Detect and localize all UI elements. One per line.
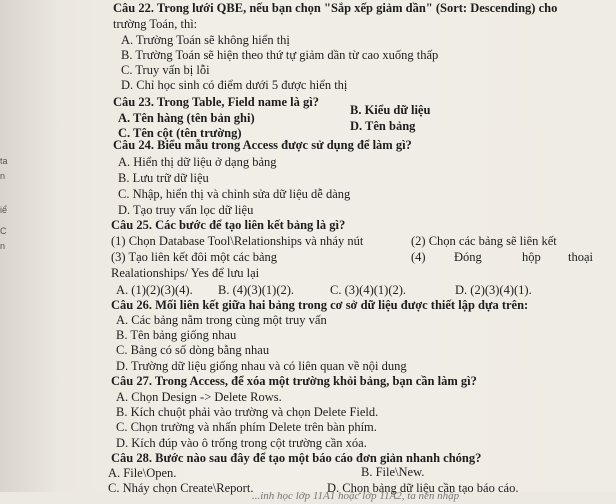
question-24-option-d: D. Tạo truy vấn lọc dữ liệu [118, 203, 254, 217]
question-25-step-4-word: hộp [522, 250, 541, 264]
question-25-option-d: D. (2)(3)(4)(1). [455, 283, 532, 297]
question-25-option-c: C. (3)(4)(1)(2). [330, 283, 407, 297]
question-28-option-b: B. File\New. [361, 465, 425, 479]
question-25-option-b: B. (4)(3)(1)(2). [218, 283, 295, 297]
question-22-option-b: B. Trường Toán sẽ hiện theo thứ tự giảm dần từ cao xuống thấp [121, 48, 439, 62]
question-22-option-a: A. Trường Toán sẽ không hiển thị [121, 33, 290, 47]
question-23-title: Câu 23. Trong Table, Field name là gì? [113, 95, 319, 109]
edge-fragment: iể [0, 205, 8, 215]
question-27-title: Câu 27. Trong Access, để xóa một trường khỏi bảng, bạn cần làm gì? [111, 374, 477, 388]
question-26-option-d: D. Trường dữ liệu giống nhau và có liên quan về nội dung [116, 359, 407, 373]
edge-fragment: ta [0, 156, 8, 166]
question-25-option-a: A. (1)(2)(3)(4). [116, 283, 193, 297]
question-27-option-b: B. Kích chuột phải vào trường và chọn Delete Field. [116, 405, 379, 419]
question-22-option-c: C. Truy vấn bị lỗi [121, 63, 210, 77]
question-22-title-cont: trường Toán, thì: [113, 17, 198, 31]
question-28-option-c: C. Nháy chọn Create\Report. [108, 481, 254, 495]
question-25-step-4-word: Đóng [454, 250, 482, 264]
question-25-step-4-num: (4) [411, 250, 426, 264]
question-23-option-d: D. Tên bảng [350, 119, 416, 133]
question-27-option-a: A. Chọn Design -> Delete Rows. [116, 390, 282, 404]
question-23-option-c: C. Tên cột (tên trường) [118, 126, 242, 140]
question-28-title: Câu 28. Bước nào sau đây để tạo một báo cáo đơn giản nhanh chóng? [111, 451, 482, 465]
question-23-option-b: B. Kiểu dữ liệu [350, 103, 431, 117]
question-28-option-a: A. File\Open. [108, 466, 177, 480]
question-22-title: Câu 22. Trong lưới QBE, nếu bạn chọn "Sắp xếp giảm dần" (Sort: Descending) cho [113, 1, 558, 15]
question-24-title: Câu 24. Biểu mẫu trong Access được sử dụng để làm gì? [113, 138, 412, 152]
question-29-partial: ...inh học lớp 11A1 hoặc lớp 11A2, ta nên nhập [252, 490, 460, 502]
question-22-option-d: D. Chỉ học sinh có điểm dưới 5 được hiển thị [121, 78, 348, 92]
question-25-step-1: (1) Chọn Database Tool\Relationships và nháy nút [111, 234, 364, 248]
edge-fragment: n [0, 241, 6, 251]
question-25-step-4-cont: Realationships/ Yes để lưu lại [111, 266, 260, 280]
question-23-option-a: A. Tên hàng (tên bản ghi) [118, 111, 255, 125]
question-26-option-b: B. Tên bảng giống nhau [116, 328, 237, 342]
question-28-option-d: D. Chọn bảng dữ liệu cần tạo báo cáo. [327, 481, 519, 495]
question-25-step-4-word: thoại [568, 250, 593, 264]
question-25-title: Câu 25. Các bước để tạo liên kết bảng là gì? [111, 218, 346, 232]
question-24-option-b: B. Lưu trữ dữ liệu [118, 171, 209, 185]
edge-fragment: C [0, 226, 7, 236]
question-25-step-2: (2) Chọn các bảng sẽ liên kết [411, 234, 557, 248]
question-27-option-c: C. Chọn trường và nhấn phím Delete trên bàn phím. [116, 420, 377, 434]
question-26-option-a: A. Các bảng nằm trong cùng một truy vấn [116, 313, 327, 327]
question-26-title: Câu 26. Mối liên kết giữa hai bảng trong cơ sở dữ liệu được thiết lập dựa trên: [111, 298, 529, 312]
question-24-option-c: C. Nhập, hiển thị và chỉnh sửa dữ liệu dễ dàng [118, 187, 351, 201]
question-27-option-d: D. Kích đúp vào ô trống trong cột trường cần xóa. [116, 436, 367, 450]
question-25-step-3: (3) Tạo liên kết đôi một các bảng [111, 250, 278, 264]
edge-fragment: n [0, 171, 6, 181]
question-26-option-c: C. Bảng có số dòng bằng nhau [116, 343, 270, 357]
question-24-option-a: A. Hiển thị dữ liệu ở dạng bảng [118, 155, 277, 169]
